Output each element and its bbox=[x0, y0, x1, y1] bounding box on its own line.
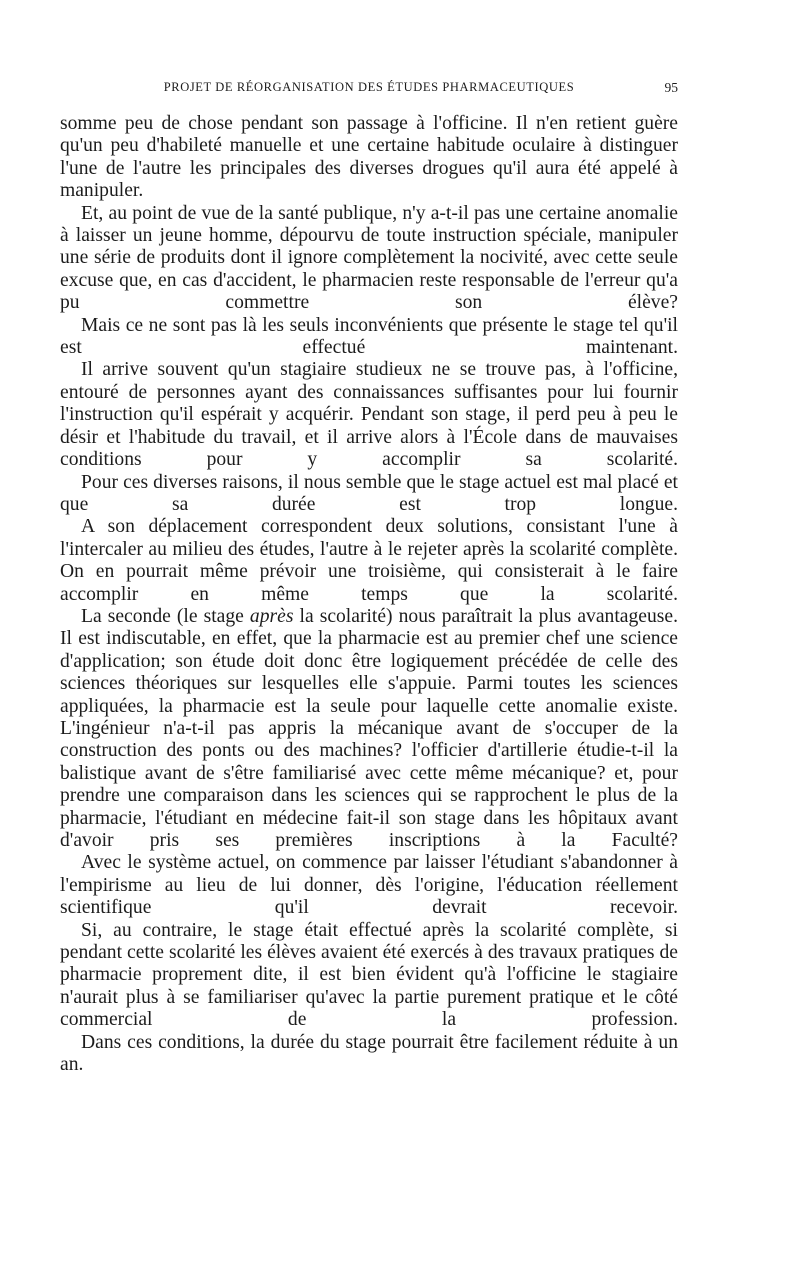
paragraph-second-solution bbox=[60, 606, 678, 852]
paragraph-studious-trainee: Il arrive souvent qu'un stagiaire studieux ne se trouve pas, à l'officine, entouré de personnes ayant des connaissances suffisantes pour lui fournir l'instruction qu'il espérait y acquérir. Pendant son stage, il perd peu à peu le désir et l'habitude du travail, et il arrive alors à l'École dans de mauvaises conditions pour y accomplir sa scolarité. bbox=[60, 359, 678, 471]
running-title: PROJET DE RÉORGANISATION DES ÉTUDES PHARMACEUTIQUES bbox=[163, 80, 575, 94]
paragraph-continuation: somme peu de chose pendant son passage à l'officine. Il n'en retient guère qu'un peu d'habileté manuelle et une certaine habitude oculaire à distinguer l'une de l'autre les principales des diverses drogues qu'il aura été appelé à manipuler. bbox=[60, 113, 678, 202]
paragraph-two-solutions: A son déplacement correspondent deux solutions, consistant l'une à l'intercaler au milieu des études, l'autre à le rejeter après la scolarité complète. On en pourrait même prévoir une troisième, qui consisterait à le faire accomplir en même temps que la scolarité. bbox=[60, 516, 678, 605]
paragraph-diverse-reasons: Pour ces diverses raisons, il nous semble que le stage actuel est mal placé et que sa durée est trop longue. bbox=[60, 471, 678, 515]
paragraph-second-solution-rest: la scolarité) nous paraîtrait la plus avantageuse. Il est indiscutable, en effet, que la pharmacie est au premier chef une science d'application; son étude doit donc être logiquement précédée de celle des sciences théoriques sur lesquelles elle s'appuie. Parmi toutes les sciences appliquées, la pharmacie est la seule pour laquelle cette anomalie existe. L'ingénieur n'a-t-il pas appris la mécanique avant de s'occuper de la construction des ponts ou des machines? l'officier d'artillerie étudie-t-il la balistique avant de s'être familiarisé avec cette même mécanique? et, pour prendre une comparaison dans les sciences qui se rapprochent le plus de la pharmacie, l'étudiant en médecine fait-il son stage dans les hôpitaux avant d'avoir pris ses premières inscriptions à la Faculté? bbox=[60, 605, 678, 851]
paragraph-on-the-contrary: Si, au contraire, le stage était effectué après la scolarité complète, si pendant cette scolarité les élèves avaient été exercés à des travaux pratiques de pharmacie proprement dite, il est bien évident qu'à l'officine le stagiaire n'aurait plus à se familiariser qu'avec la partie purement pratique et le côté commercial de la profession. bbox=[60, 919, 678, 1031]
paragraph-inconveniences: Mais ce ne sont pas là les seuls inconvénients que présente le stage tel qu'il est effectué maintenant. bbox=[60, 314, 678, 359]
body-text bbox=[60, 113, 678, 1076]
paragraph-reduced-duration: Dans ces conditions, la durée du stage pourrait être facilement réduite à un an. bbox=[60, 1031, 678, 1076]
paragraph-public-health: Et, au point de vue de la santé publique, n'y a-t-il pas une certaine anomalie à laisser un jeune homme, dépourvu de toute instruction spéciale, manipuler une série de produits dont il ignore complètement la nocivité, avec cette seule excuse que, en cas d'accident, le pharmacien reste responsable de l'erreur qu'a pu commettre son élève? bbox=[60, 202, 678, 314]
italic-word-apres: après bbox=[249, 605, 294, 627]
paragraph-second-solution-start: La seconde (le stage bbox=[81, 605, 250, 627]
paragraph-current-system: Avec le système actuel, on commence par laisser l'étudiant s'abandonner à l'empirisme au lieu de lui donner, dès l'origine, l'éducation réellement scientifique qu'il devrait recevoir. bbox=[60, 852, 678, 919]
running-header bbox=[60, 80, 678, 100]
page-number: 95 bbox=[664, 80, 678, 95]
